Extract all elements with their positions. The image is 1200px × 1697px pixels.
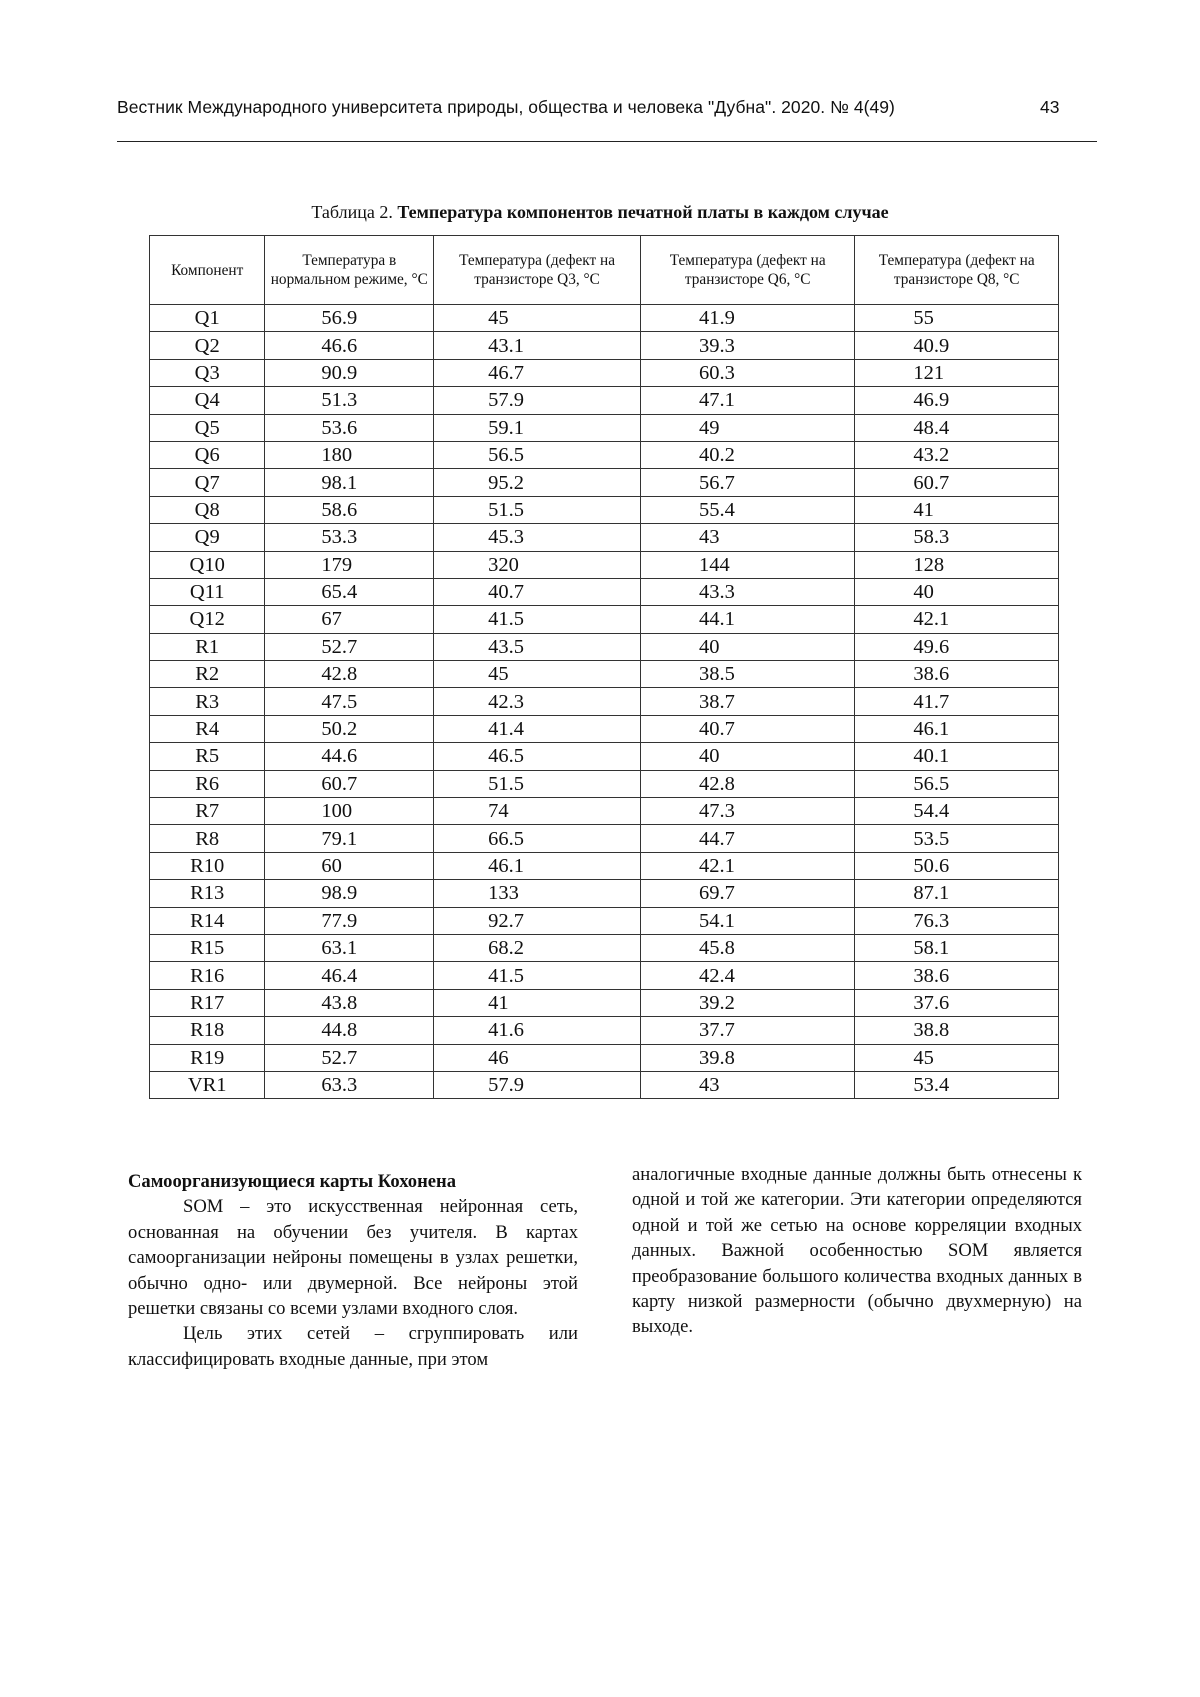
table-row xyxy=(150,633,1059,660)
paragraph-som-definition: SOM – это искусственная нейронная сеть, основанная на обучении без учителя. В картах самоорганизации нейроны помещены в узлах решетки, обычно одно- или двумерной. Все нейроны этой решетки связаны со всеми узлами входного слоя. xyxy=(128,1196,578,1320)
table-row xyxy=(150,962,1059,989)
component-cell: Q11 xyxy=(150,578,265,605)
temperature-cell: 42.8 xyxy=(265,661,434,688)
header-component: Компонент xyxy=(150,236,265,305)
table-row xyxy=(150,688,1059,715)
temperature-cell: 92.7 xyxy=(434,907,641,934)
component-cell: Q7 xyxy=(150,469,265,496)
section-title: Самоорганизующиеся карты Кохонена xyxy=(128,1171,457,1192)
table-row xyxy=(150,524,1059,551)
header-normal-temp: Температура в нормальном режиме, °С xyxy=(265,236,434,305)
table-row xyxy=(150,934,1059,961)
component-cell: Q2 xyxy=(150,332,265,359)
temperature-cell: 44.6 xyxy=(265,743,434,770)
temperature-cell: 121 xyxy=(855,359,1059,386)
temperature-cell: 43.8 xyxy=(265,989,434,1016)
temperature-cell: 41.5 xyxy=(434,606,641,633)
temperature-cell: 40.2 xyxy=(640,441,854,468)
component-cell: R6 xyxy=(150,770,265,797)
left-column xyxy=(128,1169,578,1372)
table-row xyxy=(150,1017,1059,1044)
temperature-cell: 53.6 xyxy=(265,414,434,441)
table-row xyxy=(150,387,1059,414)
temperature-cell: 45.3 xyxy=(434,524,641,551)
component-cell: Q10 xyxy=(150,551,265,578)
temperature-cell: 180 xyxy=(265,441,434,468)
running-head xyxy=(117,97,1097,118)
table-row xyxy=(150,907,1059,934)
temperature-cell: 42.1 xyxy=(640,852,854,879)
temperature-cell: 58.3 xyxy=(855,524,1059,551)
temperature-cell: 42.8 xyxy=(640,770,854,797)
temperature-cell: 56.5 xyxy=(434,441,641,468)
temperature-cell: 56.9 xyxy=(265,305,434,332)
temperature-cell: 43.3 xyxy=(640,578,854,605)
component-cell: Q4 xyxy=(150,387,265,414)
temperature-cell: 45.8 xyxy=(640,934,854,961)
temperature-cell: 39.3 xyxy=(640,332,854,359)
temperature-cell: 38.6 xyxy=(855,661,1059,688)
table-caption-prefix: Таблица 2. xyxy=(311,202,393,222)
component-cell: R1 xyxy=(150,633,265,660)
component-cell: R15 xyxy=(150,934,265,961)
temperature-cell: 38.7 xyxy=(640,688,854,715)
temperature-cell: 54.4 xyxy=(855,798,1059,825)
temperature-cell: 43 xyxy=(640,1071,854,1098)
table-caption-title: Температура компонентов печатной платы в каждом случае xyxy=(397,202,889,222)
temperature-cell: 48.4 xyxy=(855,414,1059,441)
table-row xyxy=(150,332,1059,359)
temperature-cell: 52.7 xyxy=(265,633,434,660)
temperature-cell: 51.5 xyxy=(434,496,641,523)
table-row xyxy=(150,880,1059,907)
temperature-cell: 43 xyxy=(640,524,854,551)
temperature-cell: 41.7 xyxy=(855,688,1059,715)
temperature-cell: 45 xyxy=(855,1044,1059,1071)
component-cell: R19 xyxy=(150,1044,265,1071)
component-cell: R18 xyxy=(150,1017,265,1044)
temperature-cell: 46.7 xyxy=(434,359,641,386)
temperature-cell: 90.9 xyxy=(265,359,434,386)
temperature-cell: 49 xyxy=(640,414,854,441)
temperature-cell: 58.1 xyxy=(855,934,1059,961)
component-cell: Q9 xyxy=(150,524,265,551)
table-row xyxy=(150,305,1059,332)
temperature-cell: 40 xyxy=(855,578,1059,605)
header-rule xyxy=(117,141,1097,142)
temperature-cell: 44.1 xyxy=(640,606,854,633)
table-row xyxy=(150,661,1059,688)
temperature-cell: 38.6 xyxy=(855,962,1059,989)
table-row xyxy=(150,798,1059,825)
temperature-table xyxy=(149,235,1059,1099)
table-row xyxy=(150,770,1059,797)
page-number: 43 xyxy=(1040,97,1060,117)
temperature-cell: 49.6 xyxy=(855,633,1059,660)
component-cell: R10 xyxy=(150,852,265,879)
right-column xyxy=(632,1162,1082,1340)
component-cell: R2 xyxy=(150,661,265,688)
temperature-cell: 46 xyxy=(434,1044,641,1071)
temperature-cell: 53.3 xyxy=(265,524,434,551)
component-cell: Q8 xyxy=(150,496,265,523)
temperature-cell: 60.7 xyxy=(265,770,434,797)
temperature-cell: 40.9 xyxy=(855,332,1059,359)
component-cell: R3 xyxy=(150,688,265,715)
temperature-cell: 43.5 xyxy=(434,633,641,660)
temperature-cell: 98.1 xyxy=(265,469,434,496)
temperature-cell: 41.9 xyxy=(640,305,854,332)
component-cell: R4 xyxy=(150,715,265,742)
temperature-cell: 47.5 xyxy=(265,688,434,715)
temperature-cell: 40.7 xyxy=(640,715,854,742)
temperature-cell: 57.9 xyxy=(434,387,641,414)
temperature-cell: 59.1 xyxy=(434,414,641,441)
temperature-cell: 38.5 xyxy=(640,661,854,688)
component-cell: R5 xyxy=(150,743,265,770)
temperature-cell: 42.3 xyxy=(434,688,641,715)
table-row xyxy=(150,989,1059,1016)
temperature-cell: 60 xyxy=(265,852,434,879)
temperature-cell: 133 xyxy=(434,880,641,907)
temperature-cell: 60.3 xyxy=(640,359,854,386)
temperature-cell: 47.3 xyxy=(640,798,854,825)
component-cell: Q5 xyxy=(150,414,265,441)
temperature-cell: 55 xyxy=(855,305,1059,332)
table-row xyxy=(150,469,1059,496)
temperature-cell: 40.1 xyxy=(855,743,1059,770)
temperature-cell: 51.5 xyxy=(434,770,641,797)
temperature-cell: 41.4 xyxy=(434,715,641,742)
component-cell: Q12 xyxy=(150,606,265,633)
temperature-cell: 56.5 xyxy=(855,770,1059,797)
temperature-cell: 69.7 xyxy=(640,880,854,907)
temperature-cell: 320 xyxy=(434,551,641,578)
temperature-cell: 51.3 xyxy=(265,387,434,414)
table-row xyxy=(150,825,1059,852)
temperature-cell: 67 xyxy=(265,606,434,633)
component-cell: Q1 xyxy=(150,305,265,332)
table-row xyxy=(150,359,1059,386)
table-row xyxy=(150,743,1059,770)
temperature-cell: 46.4 xyxy=(265,962,434,989)
table-row xyxy=(150,1044,1059,1071)
temperature-cell: 58.6 xyxy=(265,496,434,523)
temperature-cell: 39.2 xyxy=(640,989,854,1016)
table-row xyxy=(150,578,1059,605)
temperature-cell: 45 xyxy=(434,305,641,332)
temperature-cell: 98.9 xyxy=(265,880,434,907)
temperature-cell: 66.5 xyxy=(434,825,641,852)
component-cell: R16 xyxy=(150,962,265,989)
temperature-cell: 38.8 xyxy=(855,1017,1059,1044)
temperature-cell: 87.1 xyxy=(855,880,1059,907)
header-defect-q3: Температура (дефект на транзисторе Q3, °С xyxy=(434,236,641,305)
table-row xyxy=(150,1071,1059,1098)
temperature-cell: 45 xyxy=(434,661,641,688)
temperature-cell: 100 xyxy=(265,798,434,825)
temperature-cell: 44.8 xyxy=(265,1017,434,1044)
temperature-cell: 47.1 xyxy=(640,387,854,414)
table-header-row xyxy=(150,236,1059,305)
temperature-cell: 53.5 xyxy=(855,825,1059,852)
temperature-cell: 41 xyxy=(434,989,641,1016)
component-cell: Q6 xyxy=(150,441,265,468)
temperature-cell: 41.6 xyxy=(434,1017,641,1044)
temperature-cell: 50.6 xyxy=(855,852,1059,879)
temperature-cell: 63.1 xyxy=(265,934,434,961)
temperature-cell: 42.1 xyxy=(855,606,1059,633)
header-defect-q8: Температура (дефект на транзисторе Q8, °С xyxy=(855,236,1059,305)
table-row xyxy=(150,606,1059,633)
temperature-cell: 46.1 xyxy=(434,852,641,879)
temperature-cell: 53.4 xyxy=(855,1071,1059,1098)
component-cell: R17 xyxy=(150,989,265,1016)
temperature-cell: 65.4 xyxy=(265,578,434,605)
temperature-cell: 52.7 xyxy=(265,1044,434,1071)
temperature-cell: 144 xyxy=(640,551,854,578)
table-row xyxy=(150,715,1059,742)
table-row xyxy=(150,852,1059,879)
temperature-cell: 95.2 xyxy=(434,469,641,496)
temperature-cell: 68.2 xyxy=(434,934,641,961)
temperature-cell: 46.6 xyxy=(265,332,434,359)
temperature-cell: 41.5 xyxy=(434,962,641,989)
header-defect-q6: Температура (дефект на транзисторе Q6, °С xyxy=(640,236,854,305)
temperature-cell: 43.1 xyxy=(434,332,641,359)
temperature-cell: 44.7 xyxy=(640,825,854,852)
temperature-cell: 50.2 xyxy=(265,715,434,742)
temperature-cell: 40 xyxy=(640,743,854,770)
table-row xyxy=(150,441,1059,468)
paragraph-continuation: аналогичные входные данные должны быть отнесены к одной и той же категории. Эти категории определяются одной и той же сетью на основе корреляции входных данных. Важной особенностью SOM является преобразование большого количества входных данных в карту низкой размерности (обычно двухмерную) на выходе. xyxy=(632,1164,1082,1338)
journal-title: Вестник Международного университета природы, общества и человека "Дубна". 2020. № 4(49) xyxy=(117,97,895,117)
temperature-cell: 40 xyxy=(640,633,854,660)
temperature-cell: 39.8 xyxy=(640,1044,854,1071)
temperature-cell: 37.6 xyxy=(855,989,1059,1016)
temperature-cell: 41 xyxy=(855,496,1059,523)
component-cell: R7 xyxy=(150,798,265,825)
temperature-cell: 42.4 xyxy=(640,962,854,989)
temperature-cell: 57.9 xyxy=(434,1071,641,1098)
table-row xyxy=(150,414,1059,441)
component-cell: R14 xyxy=(150,907,265,934)
temperature-cell: 46.9 xyxy=(855,387,1059,414)
temperature-cell: 63.3 xyxy=(265,1071,434,1098)
temperature-cell: 179 xyxy=(265,551,434,578)
temperature-cell: 54.1 xyxy=(640,907,854,934)
temperature-cell: 77.9 xyxy=(265,907,434,934)
temperature-cell: 40.7 xyxy=(434,578,641,605)
table-caption xyxy=(0,202,1200,223)
table-body xyxy=(150,305,1059,1099)
component-cell: Q3 xyxy=(150,359,265,386)
table-row xyxy=(150,496,1059,523)
temperature-cell: 56.7 xyxy=(640,469,854,496)
temperature-cell: 37.7 xyxy=(640,1017,854,1044)
table-row xyxy=(150,551,1059,578)
temperature-cell: 43.2 xyxy=(855,441,1059,468)
temperature-cell: 55.4 xyxy=(640,496,854,523)
component-cell: VR1 xyxy=(150,1071,265,1098)
temperature-cell: 74 xyxy=(434,798,641,825)
temperature-cell: 76.3 xyxy=(855,907,1059,934)
temperature-cell: 46.1 xyxy=(855,715,1059,742)
temperature-cell: 128 xyxy=(855,551,1059,578)
component-cell: R13 xyxy=(150,880,265,907)
temperature-cell: 46.5 xyxy=(434,743,641,770)
component-cell: R8 xyxy=(150,825,265,852)
paragraph-network-goal: Цель этих сетей – сгруппировать или классифицировать входные данные, при этом xyxy=(128,1323,578,1370)
temperature-cell: 79.1 xyxy=(265,825,434,852)
temperature-cell: 60.7 xyxy=(855,469,1059,496)
